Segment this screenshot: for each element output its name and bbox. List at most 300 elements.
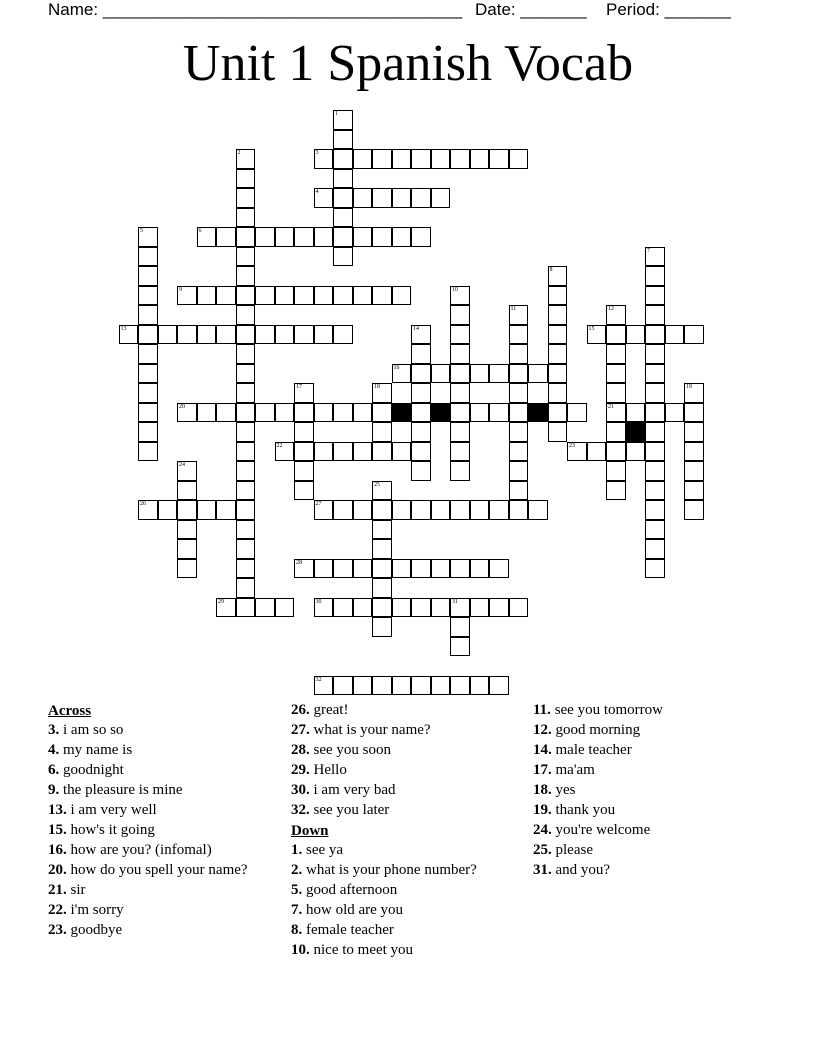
grid-cell[interactable] <box>470 598 490 618</box>
grid-cell[interactable] <box>372 227 392 247</box>
grid-cell[interactable] <box>528 364 548 384</box>
grid-cell[interactable] <box>489 500 509 520</box>
grid-cell[interactable] <box>275 286 295 306</box>
grid-cell[interactable] <box>606 403 626 423</box>
grid-cell[interactable] <box>450 422 470 442</box>
grid-cell[interactable] <box>138 247 158 267</box>
grid-cell[interactable] <box>431 676 451 696</box>
grid-cell[interactable] <box>275 442 295 462</box>
grid-cell[interactable] <box>294 227 314 247</box>
grid-cell[interactable] <box>294 325 314 345</box>
grid-cell[interactable] <box>353 676 373 696</box>
clue-item <box>533 862 768 878</box>
grid-cell[interactable] <box>509 149 529 169</box>
grid-cell[interactable] <box>333 169 353 189</box>
grid-cell[interactable] <box>509 481 529 501</box>
grid-cell[interactable] <box>236 383 256 403</box>
grid-cell[interactable] <box>470 500 490 520</box>
grid-cell[interactable] <box>294 461 314 481</box>
grid-cell[interactable] <box>606 325 626 345</box>
grid-cell[interactable] <box>353 286 373 306</box>
clue-item <box>291 902 526 918</box>
grid-cell[interactable] <box>197 227 217 247</box>
grid-cell[interactable] <box>606 422 626 442</box>
grid-cell[interactable] <box>353 227 373 247</box>
grid-cell[interactable] <box>509 325 529 345</box>
grid-cell[interactable] <box>255 598 275 618</box>
clue-item <box>533 822 768 838</box>
grid-cell[interactable] <box>450 383 470 403</box>
grid-cell[interactable] <box>333 149 353 169</box>
grid-cell[interactable] <box>333 110 353 130</box>
grid-cell[interactable] <box>236 403 256 423</box>
grid-cell[interactable] <box>353 188 373 208</box>
grid-cell[interactable] <box>216 325 236 345</box>
grid-cell[interactable] <box>606 442 626 462</box>
clues-column-1 <box>48 702 283 942</box>
grid-cell[interactable] <box>236 227 256 247</box>
grid-cell[interactable] <box>450 305 470 325</box>
grid-cell[interactable] <box>626 325 646 345</box>
grid-cell[interactable] <box>236 598 256 618</box>
grid-cell[interactable] <box>158 500 178 520</box>
grid-cell[interactable] <box>392 559 412 579</box>
grid-cell[interactable] <box>372 500 392 520</box>
grid-cell[interactable] <box>333 676 353 696</box>
grid-cell[interactable] <box>509 442 529 462</box>
grid-cell[interactable] <box>411 598 431 618</box>
grid-cell[interactable] <box>333 286 353 306</box>
grid-cell[interactable] <box>431 364 451 384</box>
grid-cell[interactable] <box>509 500 529 520</box>
grid-cell[interactable] <box>314 227 334 247</box>
grid-cell[interactable] <box>548 364 568 384</box>
grid-cell[interactable] <box>450 598 470 618</box>
grid-cell[interactable] <box>372 676 392 696</box>
grid-cell[interactable] <box>275 227 295 247</box>
grid-cell[interactable] <box>197 286 217 306</box>
grid-cell[interactable] <box>645 344 665 364</box>
grid-cell[interactable] <box>431 188 451 208</box>
clue-number: 22 <box>276 442 283 449</box>
grid-cell[interactable] <box>255 286 275 306</box>
clue-number: 29. <box>291 762 310 778</box>
grid-cell[interactable] <box>684 383 704 403</box>
clue-number: 16 <box>393 364 400 371</box>
grid-cell[interactable] <box>372 188 392 208</box>
grid-cell[interactable] <box>645 286 665 306</box>
grid-cell[interactable] <box>177 325 197 345</box>
grid-cell[interactable] <box>587 442 607 462</box>
grid-cell[interactable] <box>548 383 568 403</box>
clue-number: 27 <box>315 501 322 507</box>
grid-cell[interactable] <box>177 559 197 579</box>
grid-cell[interactable] <box>509 383 529 403</box>
grid-cell[interactable] <box>216 598 236 618</box>
grid-cell[interactable] <box>626 403 646 423</box>
grid-cell[interactable] <box>567 403 587 423</box>
grid-cell[interactable] <box>372 617 392 637</box>
grid-cell[interactable] <box>197 403 217 423</box>
grid-cell[interactable] <box>119 325 139 345</box>
grid-cell[interactable] <box>509 422 529 442</box>
grid-cell[interactable] <box>411 442 431 462</box>
clue-item <box>533 762 768 778</box>
grid-cell[interactable] <box>411 364 431 384</box>
grid-cell[interactable] <box>333 227 353 247</box>
grid-cell[interactable] <box>645 247 665 267</box>
grid-cell[interactable] <box>431 559 451 579</box>
grid-cell[interactable] <box>294 481 314 501</box>
grid-cell[interactable] <box>177 481 197 501</box>
grid-cell[interactable] <box>645 559 665 579</box>
clue-number: 16. <box>48 842 67 858</box>
grid-cell[interactable] <box>314 188 334 208</box>
grid-cell[interactable] <box>392 286 412 306</box>
grid-cell[interactable] <box>197 325 217 345</box>
grid-cell[interactable] <box>450 637 470 657</box>
clue-number: 7. <box>291 902 303 918</box>
grid-cell[interactable] <box>450 403 470 423</box>
clue-text: the pleasure is mine <box>63 782 183 798</box>
grid-cell[interactable] <box>372 520 392 540</box>
grid-cell[interactable] <box>548 325 568 345</box>
grid-cell[interactable] <box>606 383 626 403</box>
grid-cell[interactable] <box>333 598 353 618</box>
grid-cell[interactable] <box>294 442 314 462</box>
grid-cell[interactable] <box>509 305 529 325</box>
clue-number: 3. <box>48 722 60 738</box>
grid-cell[interactable] <box>392 442 412 462</box>
grid-cell[interactable] <box>606 481 626 501</box>
clue-number: 8. <box>291 922 303 938</box>
grid-cell[interactable] <box>587 325 607 345</box>
grid-cell[interactable] <box>431 598 451 618</box>
grid-cell[interactable] <box>197 500 217 520</box>
grid-cell[interactable] <box>450 442 470 462</box>
grid-cell[interactable] <box>177 520 197 540</box>
grid-cell[interactable] <box>372 422 392 442</box>
grid-cell[interactable] <box>450 149 470 169</box>
grid-cell[interactable] <box>645 383 665 403</box>
grid-cell[interactable] <box>236 500 256 520</box>
grid-cell[interactable] <box>275 325 295 345</box>
grid-cell[interactable] <box>314 325 334 345</box>
black-cell <box>626 422 646 442</box>
grid-cell[interactable] <box>138 344 158 364</box>
grid-cell[interactable] <box>216 227 236 247</box>
grid-cell[interactable] <box>411 403 431 423</box>
grid-cell[interactable] <box>353 149 373 169</box>
grid-cell[interactable] <box>138 266 158 286</box>
grid-cell[interactable] <box>509 344 529 364</box>
grid-cell[interactable] <box>645 364 665 384</box>
grid-cell[interactable] <box>177 403 197 423</box>
grid-cell[interactable] <box>216 500 236 520</box>
grid-cell[interactable] <box>470 149 490 169</box>
grid-cell[interactable] <box>606 364 626 384</box>
grid-cell[interactable] <box>509 403 529 423</box>
grid-cell[interactable] <box>411 325 431 345</box>
grid-cell[interactable] <box>236 344 256 364</box>
grid-cell[interactable] <box>645 266 665 286</box>
grid-cell[interactable] <box>177 500 197 520</box>
grid-cell[interactable] <box>236 286 256 306</box>
grid-cell[interactable] <box>645 403 665 423</box>
grid-cell[interactable] <box>236 461 256 481</box>
grid-cell[interactable] <box>684 442 704 462</box>
grid-cell[interactable] <box>392 500 412 520</box>
grid-cell[interactable] <box>645 422 665 442</box>
grid-cell[interactable] <box>216 403 236 423</box>
grid-cell[interactable] <box>645 325 665 345</box>
grid-cell[interactable] <box>314 676 334 696</box>
clue-number: 30. <box>291 782 310 798</box>
grid-cell[interactable] <box>236 266 256 286</box>
clue-text: what is your phone number? <box>306 862 477 878</box>
grid-cell[interactable] <box>372 539 392 559</box>
clue-item <box>533 742 768 758</box>
grid-cell[interactable] <box>353 500 373 520</box>
grid-cell[interactable] <box>645 461 665 481</box>
grid-cell[interactable] <box>255 325 275 345</box>
clue-text: goodnight <box>63 762 124 778</box>
grid-cell[interactable] <box>138 305 158 325</box>
grid-cell[interactable] <box>684 422 704 442</box>
grid-cell[interactable] <box>606 344 626 364</box>
grid-cell[interactable] <box>606 305 626 325</box>
grid-cell[interactable] <box>548 403 568 423</box>
grid-cell[interactable] <box>489 598 509 618</box>
grid-cell[interactable] <box>138 227 158 247</box>
grid-cell[interactable] <box>314 598 334 618</box>
grid-cell[interactable] <box>665 403 685 423</box>
grid-cell[interactable] <box>626 442 646 462</box>
grid-cell[interactable] <box>470 403 490 423</box>
grid-cell[interactable] <box>353 559 373 579</box>
grid-cell[interactable] <box>275 598 295 618</box>
grid-cell[interactable] <box>294 403 314 423</box>
clue-number: 25. <box>533 842 552 858</box>
grid-cell[interactable] <box>236 520 256 540</box>
grid-cell[interactable] <box>275 403 295 423</box>
grid-cell[interactable] <box>333 559 353 579</box>
grid-cell[interactable] <box>177 286 197 306</box>
grid-cell[interactable] <box>138 286 158 306</box>
grid-cell[interactable] <box>411 383 431 403</box>
grid-cell[interactable] <box>333 130 353 150</box>
grid-cell[interactable] <box>138 442 158 462</box>
grid-cell[interactable] <box>333 403 353 423</box>
grid-cell[interactable] <box>236 364 256 384</box>
grid-cell[interactable] <box>645 539 665 559</box>
grid-cell[interactable] <box>606 461 626 481</box>
grid-cell[interactable] <box>314 403 334 423</box>
grid-cell[interactable] <box>684 325 704 345</box>
page-title: Unit 1 Spanish Vocab <box>182 35 634 92</box>
clue-item <box>48 742 283 758</box>
grid-cell[interactable] <box>450 325 470 345</box>
grid-cell[interactable] <box>353 598 373 618</box>
name-label: Name: <box>48 0 99 19</box>
grid-cell[interactable] <box>450 559 470 579</box>
grid-cell[interactable] <box>392 227 412 247</box>
grid-cell[interactable] <box>489 403 509 423</box>
date-line: _______ <box>520 0 587 19</box>
grid-cell[interactable] <box>450 461 470 481</box>
grid-cell[interactable] <box>294 286 314 306</box>
grid-cell[interactable] <box>489 559 509 579</box>
grid-cell[interactable] <box>372 442 392 462</box>
grid-cell[interactable] <box>314 500 334 520</box>
grid-cell[interactable] <box>684 500 704 520</box>
grid-cell[interactable] <box>314 559 334 579</box>
grid-cell[interactable] <box>411 676 431 696</box>
clue-number: 5. <box>291 882 303 898</box>
grid-cell[interactable] <box>216 286 236 306</box>
grid-cell[interactable] <box>236 481 256 501</box>
grid-cell[interactable] <box>236 247 256 267</box>
grid-cell[interactable] <box>236 149 256 169</box>
grid-cell[interactable] <box>158 325 178 345</box>
clue-number: 32. <box>291 802 310 818</box>
grid-cell[interactable] <box>450 676 470 696</box>
grid-cell[interactable] <box>372 578 392 598</box>
grid-cell[interactable] <box>255 227 275 247</box>
grid-cell[interactable] <box>236 325 256 345</box>
grid-cell[interactable] <box>645 481 665 501</box>
grid-cell[interactable] <box>333 325 353 345</box>
grid-cell[interactable] <box>236 539 256 559</box>
grid-cell[interactable] <box>548 422 568 442</box>
grid-cell[interactable] <box>431 500 451 520</box>
grid-cell[interactable] <box>236 422 256 442</box>
grid-cell[interactable] <box>548 305 568 325</box>
grid-cell[interactable] <box>411 422 431 442</box>
grid-cell[interactable] <box>236 578 256 598</box>
grid-cell[interactable] <box>509 364 529 384</box>
grid-cell[interactable] <box>372 481 392 501</box>
grid-cell[interactable] <box>392 676 412 696</box>
grid-cell[interactable] <box>392 598 412 618</box>
grid-cell[interactable] <box>489 676 509 696</box>
grid-cell[interactable] <box>411 188 431 208</box>
grid-cell[interactable] <box>489 149 509 169</box>
grid-cell[interactable] <box>236 559 256 579</box>
grid-cell[interactable] <box>236 442 256 462</box>
grid-cell[interactable] <box>392 364 412 384</box>
grid-cell[interactable] <box>645 442 665 462</box>
grid-cell[interactable] <box>372 598 392 618</box>
grid-cell[interactable] <box>353 403 373 423</box>
clue-number: 20 <box>179 403 185 410</box>
clue-text: see you later <box>313 802 390 818</box>
grid-cell[interactable] <box>294 383 314 403</box>
grid-cell[interactable] <box>372 149 392 169</box>
grid-cell[interactable] <box>372 383 392 403</box>
clues-column-2 <box>291 702 526 962</box>
grid-cell[interactable] <box>645 500 665 520</box>
grid-cell[interactable] <box>470 676 490 696</box>
grid-cell[interactable] <box>548 266 568 286</box>
grid-cell[interactable] <box>333 442 353 462</box>
grid-cell[interactable] <box>470 559 490 579</box>
grid-cell[interactable] <box>255 403 275 423</box>
grid-cell[interactable] <box>138 325 158 345</box>
grid-cell[interactable] <box>333 247 353 267</box>
grid-cell[interactable] <box>236 188 256 208</box>
grid-cell[interactable] <box>567 442 587 462</box>
grid-cell[interactable] <box>353 442 373 462</box>
grid-cell[interactable] <box>411 461 431 481</box>
grid-cell[interactable] <box>372 403 392 423</box>
grid-cell[interactable] <box>333 500 353 520</box>
grid-cell[interactable] <box>314 286 334 306</box>
grid-cell[interactable] <box>333 188 353 208</box>
grid-cell[interactable] <box>645 520 665 540</box>
grid-cell[interactable] <box>236 305 256 325</box>
grid-cell[interactable] <box>528 500 548 520</box>
grid-cell[interactable] <box>294 422 314 442</box>
grid-cell[interactable] <box>450 344 470 364</box>
clue-number: 17. <box>533 762 552 778</box>
grid-cell[interactable] <box>450 500 470 520</box>
clue-item <box>48 802 283 818</box>
grid-cell[interactable] <box>548 344 568 364</box>
grid-cell[interactable] <box>411 149 431 169</box>
grid-cell[interactable] <box>138 500 158 520</box>
grid-cell[interactable] <box>450 617 470 637</box>
grid-cell[interactable] <box>509 461 529 481</box>
grid-cell[interactable] <box>431 149 451 169</box>
clue-text: ma'am <box>555 762 595 778</box>
grid-cell[interactable] <box>392 188 412 208</box>
grid-cell[interactable] <box>236 169 256 189</box>
grid-cell[interactable] <box>138 422 158 442</box>
grid-cell[interactable] <box>333 208 353 228</box>
grid-cell[interactable] <box>684 481 704 501</box>
grid-cell[interactable] <box>411 500 431 520</box>
grid-cell[interactable] <box>177 539 197 559</box>
grid-cell[interactable] <box>548 286 568 306</box>
grid-cell[interactable] <box>138 403 158 423</box>
grid-cell[interactable] <box>314 442 334 462</box>
grid-cell[interactable] <box>372 559 392 579</box>
grid-cell[interactable] <box>294 559 314 579</box>
grid-cell[interactable] <box>236 208 256 228</box>
grid-cell[interactable] <box>177 461 197 481</box>
grid-cell[interactable] <box>684 461 704 481</box>
grid-cell[interactable] <box>372 286 392 306</box>
grid-cell[interactable] <box>138 364 158 384</box>
grid-cell[interactable] <box>645 305 665 325</box>
grid-cell[interactable] <box>138 383 158 403</box>
grid-cell[interactable] <box>314 149 334 169</box>
grid-cell[interactable] <box>411 227 431 247</box>
grid-cell[interactable] <box>665 325 685 345</box>
grid-cell[interactable] <box>509 598 529 618</box>
grid-cell[interactable] <box>411 344 431 364</box>
grid-cell[interactable] <box>684 403 704 423</box>
grid-cell[interactable] <box>450 364 470 384</box>
clue-number: 2 <box>237 150 241 156</box>
grid-cell[interactable] <box>470 364 490 384</box>
grid-cell[interactable] <box>411 559 431 579</box>
down-heading: Down <box>291 823 329 839</box>
grid-cell[interactable] <box>392 149 412 169</box>
grid-cell[interactable] <box>489 364 509 384</box>
grid-cell[interactable] <box>450 286 470 306</box>
